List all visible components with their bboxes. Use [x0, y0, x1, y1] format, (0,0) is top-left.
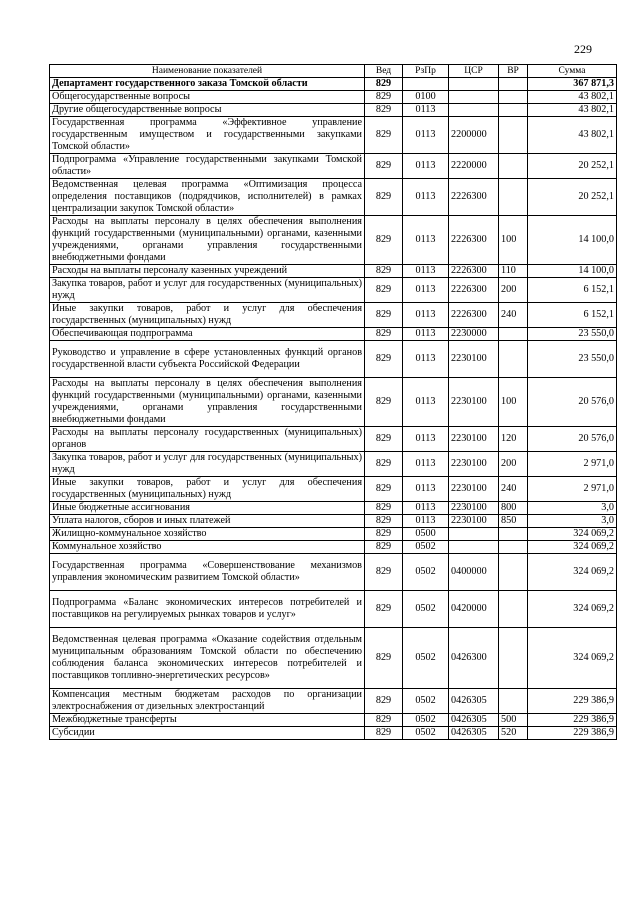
row-name: Закупка товаров, работ и услуг для государственных (муниципальных) нужд	[50, 452, 365, 477]
row-sum: 43 802,1	[528, 91, 617, 104]
row-sum: 3,0	[528, 502, 617, 515]
row-vr	[499, 628, 528, 689]
row-sum: 14 100,0	[528, 265, 617, 278]
table-row	[50, 303, 617, 328]
row-rzpr: 0502	[403, 591, 449, 628]
row-ved: 829	[365, 91, 403, 104]
table-row	[50, 541, 617, 554]
row-sum: 324 069,2	[528, 591, 617, 628]
row-vr	[499, 91, 528, 104]
row-ved: 829	[365, 554, 403, 591]
row-name: Расходы на выплаты персоналу в целях обеспечения выполнения функций государственными (муниципальными) органами, казенными учреждениями, органами управления государственными внебюджетными фондами	[50, 378, 365, 427]
row-ved: 829	[365, 378, 403, 427]
row-vr: 120	[499, 427, 528, 452]
row-sum: 20 576,0	[528, 427, 617, 452]
row-csr: 2230100	[449, 452, 499, 477]
header-ved: Вед	[365, 65, 403, 78]
row-name: Подпрограмма «Баланс экономических интересов потребителей и поставщиков на регулируемых рынках товаров и услуг»	[50, 591, 365, 628]
row-vr	[499, 541, 528, 554]
row-csr: 2220000	[449, 154, 499, 179]
row-vr	[499, 328, 528, 341]
row-vr	[499, 154, 528, 179]
table-row	[50, 91, 617, 104]
budget-table	[49, 64, 617, 740]
row-name: Иные закупки товаров, работ и услуг для обеспечения государственных (муниципальных) нужд	[50, 477, 365, 502]
row-csr: 0426305	[449, 689, 499, 714]
row-name: Межбюджетные трансферты	[50, 714, 365, 727]
row-csr: 2226300	[449, 303, 499, 328]
row-ved: 829	[365, 452, 403, 477]
row-csr	[449, 528, 499, 541]
table-row	[50, 689, 617, 714]
table-row	[50, 117, 617, 154]
row-csr: 2226300	[449, 179, 499, 216]
row-ved: 829	[365, 502, 403, 515]
row-rzpr: 0113	[403, 104, 449, 117]
row-sum: 324 069,2	[528, 554, 617, 591]
row-name: Подпрограмма «Управление государственными закупками Томской области»	[50, 154, 365, 179]
table-row	[50, 278, 617, 303]
row-ved: 829	[365, 714, 403, 727]
row-sum: 324 069,2	[528, 528, 617, 541]
row-name: Уплата налогов, сборов и иных платежей	[50, 515, 365, 528]
row-sum: 43 802,1	[528, 117, 617, 154]
row-csr: 0426300	[449, 628, 499, 689]
row-csr: 0400000	[449, 554, 499, 591]
row-sum: 324 069,2	[528, 628, 617, 689]
table-header-row	[50, 65, 617, 78]
row-vr: 110	[499, 265, 528, 278]
row-csr: 0426305	[449, 727, 499, 740]
row-name: Другие общегосударственные вопросы	[50, 104, 365, 117]
row-sum: 2 971,0	[528, 452, 617, 477]
row-rzpr: 0113	[403, 502, 449, 515]
row-csr: 2230100	[449, 378, 499, 427]
row-name: Компенсация местным бюджетам расходов по организации электроснабжения от дизельных электростанций	[50, 689, 365, 714]
row-rzpr: 0113	[403, 452, 449, 477]
row-sum: 3,0	[528, 515, 617, 528]
header-rzpr: РзПр	[403, 65, 449, 78]
row-sum: 20 252,1	[528, 179, 617, 216]
row-name: Государственная программа «Эффективное управление государственным имуществом и государственными закупками Томской области»	[50, 117, 365, 154]
row-vr: 200	[499, 452, 528, 477]
table-row	[50, 515, 617, 528]
row-sum: 14 100,0	[528, 216, 617, 265]
row-ved: 829	[365, 117, 403, 154]
table-row	[50, 427, 617, 452]
row-rzpr	[403, 78, 449, 91]
table-row	[50, 727, 617, 740]
row-sum: 6 152,1	[528, 303, 617, 328]
row-vr: 520	[499, 727, 528, 740]
row-vr	[499, 554, 528, 591]
row-name: Государственная программа «Совершенствование механизмов управления экономическим развитием Томской области»	[50, 554, 365, 591]
row-vr	[499, 341, 528, 378]
table-row	[50, 179, 617, 216]
row-vr: 500	[499, 714, 528, 727]
row-name: Иные бюджетные ассигнования	[50, 502, 365, 515]
row-ved: 829	[365, 216, 403, 265]
header-sum: Сумма	[528, 65, 617, 78]
row-name: Ведомственная целевая программа «Оказание содействия отдельным муниципальным образованиям Томской области по обеспечению соблюдения баланса экономических интересов потребителей и поставщиков топливно-энергетических ресурсов»	[50, 628, 365, 689]
row-csr: 2200000	[449, 117, 499, 154]
row-sum: 23 550,0	[528, 341, 617, 378]
row-name: Расходы на выплаты персоналу государственных (муниципальных) органов	[50, 427, 365, 452]
row-vr: 240	[499, 303, 528, 328]
row-csr: 2230100	[449, 341, 499, 378]
row-rzpr: 0113	[403, 341, 449, 378]
row-vr	[499, 689, 528, 714]
row-name: Ведомственная целевая программа «Оптимизация процесса определения поставщиков (подрядчиков, исполнителей) в рамках централизации закупок Томской области»	[50, 179, 365, 216]
row-vr: 240	[499, 477, 528, 502]
table-row	[50, 452, 617, 477]
row-rzpr: 0113	[403, 278, 449, 303]
row-sum: 43 802,1	[528, 104, 617, 117]
row-rzpr: 0113	[403, 328, 449, 341]
row-vr: 200	[499, 278, 528, 303]
row-ved: 829	[365, 278, 403, 303]
page-number: 229	[574, 42, 592, 56]
row-sum: 2 971,0	[528, 477, 617, 502]
row-rzpr: 0502	[403, 727, 449, 740]
row-csr: 2226300	[449, 216, 499, 265]
row-vr	[499, 78, 528, 91]
table-row	[50, 502, 617, 515]
row-csr: 2230000	[449, 328, 499, 341]
row-rzpr: 0113	[403, 265, 449, 278]
row-ved: 829	[365, 477, 403, 502]
row-csr: 2230100	[449, 477, 499, 502]
row-rzpr: 0500	[403, 528, 449, 541]
row-ved: 829	[365, 328, 403, 341]
table-row	[50, 104, 617, 117]
row-csr: 2226300	[449, 278, 499, 303]
row-name: Департамент государственного заказа Томской области	[50, 78, 365, 91]
row-vr: 100	[499, 216, 528, 265]
row-name: Обеспечивающая подпрограмма	[50, 328, 365, 341]
row-ved: 829	[365, 78, 403, 91]
row-ved: 829	[365, 154, 403, 179]
row-ved: 829	[365, 104, 403, 117]
row-csr: 2230100	[449, 502, 499, 515]
row-vr	[499, 528, 528, 541]
row-vr	[499, 179, 528, 216]
row-rzpr: 0113	[403, 427, 449, 452]
row-sum: 6 152,1	[528, 278, 617, 303]
row-ved: 829	[365, 179, 403, 216]
row-rzpr: 0502	[403, 554, 449, 591]
row-csr: 2230100	[449, 427, 499, 452]
row-csr	[449, 104, 499, 117]
row-csr	[449, 78, 499, 91]
row-name: Руководство и управление в сфере установленных функций органов государственной власти субъекта Российской Федерации	[50, 341, 365, 378]
row-sum: 20 252,1	[528, 154, 617, 179]
table-row	[50, 714, 617, 727]
table-row	[50, 328, 617, 341]
row-ved: 829	[365, 591, 403, 628]
row-sum: 23 550,0	[528, 328, 617, 341]
table-row	[50, 265, 617, 278]
row-ved: 829	[365, 541, 403, 554]
row-rzpr: 0100	[403, 91, 449, 104]
row-name: Жилищно-коммунальное хозяйство	[50, 528, 365, 541]
row-ved: 829	[365, 727, 403, 740]
row-ved: 829	[365, 689, 403, 714]
row-vr	[499, 117, 528, 154]
row-ved: 829	[365, 528, 403, 541]
row-vr: 100	[499, 378, 528, 427]
row-sum: 229 386,9	[528, 714, 617, 727]
table-row	[50, 378, 617, 427]
row-sum: 229 386,9	[528, 727, 617, 740]
row-name: Общегосударственные вопросы	[50, 91, 365, 104]
row-rzpr: 0113	[403, 216, 449, 265]
row-rzpr: 0113	[403, 515, 449, 528]
table-row	[50, 216, 617, 265]
table-row	[50, 528, 617, 541]
row-rzpr: 0113	[403, 154, 449, 179]
row-csr	[449, 91, 499, 104]
row-rzpr: 0113	[403, 477, 449, 502]
row-name: Закупка товаров, работ и услуг для государственных (муниципальных) нужд	[50, 278, 365, 303]
row-ved: 829	[365, 341, 403, 378]
header-vr: ВР	[499, 65, 528, 78]
row-csr: 2230100	[449, 515, 499, 528]
table-row	[50, 554, 617, 591]
row-rzpr: 0113	[403, 179, 449, 216]
table-row	[50, 628, 617, 689]
row-rzpr: 0502	[403, 689, 449, 714]
row-ved: 829	[365, 265, 403, 278]
row-name: Расходы на выплаты персоналу казенных учреждений	[50, 265, 365, 278]
row-csr: 2226300	[449, 265, 499, 278]
row-ved: 829	[365, 303, 403, 328]
row-csr: 0420000	[449, 591, 499, 628]
table-row	[50, 477, 617, 502]
row-ved: 829	[365, 628, 403, 689]
table-row	[50, 154, 617, 179]
row-rzpr: 0113	[403, 117, 449, 154]
row-rzpr: 0502	[403, 714, 449, 727]
table-row	[50, 78, 617, 91]
header-name: Наименование показателей	[50, 65, 365, 78]
row-name: Иные закупки товаров, работ и услуг для обеспечения государственных (муниципальных) нужд	[50, 303, 365, 328]
row-ved: 829	[365, 515, 403, 528]
row-rzpr: 0113	[403, 378, 449, 427]
header-csr: ЦСР	[449, 65, 499, 78]
row-ved: 829	[365, 427, 403, 452]
row-vr	[499, 591, 528, 628]
row-csr: 0426305	[449, 714, 499, 727]
row-vr: 800	[499, 502, 528, 515]
row-vr: 850	[499, 515, 528, 528]
row-rzpr: 0502	[403, 628, 449, 689]
row-csr	[449, 541, 499, 554]
table-row	[50, 591, 617, 628]
row-name: Коммунальное хозяйство	[50, 541, 365, 554]
row-sum: 229 386,9	[528, 689, 617, 714]
row-sum: 20 576,0	[528, 378, 617, 427]
row-name: Расходы на выплаты персоналу в целях обеспечения выполнения функций государственными (муниципальными) органами, казенными учреждениями, органами управления государственными внебюджетными фондами	[50, 216, 365, 265]
row-rzpr: 0502	[403, 541, 449, 554]
row-sum: 367 871,3	[528, 78, 617, 91]
table-row	[50, 341, 617, 378]
row-rzpr: 0113	[403, 303, 449, 328]
row-sum: 324 069,2	[528, 541, 617, 554]
row-vr	[499, 104, 528, 117]
row-name: Субсидии	[50, 727, 365, 740]
